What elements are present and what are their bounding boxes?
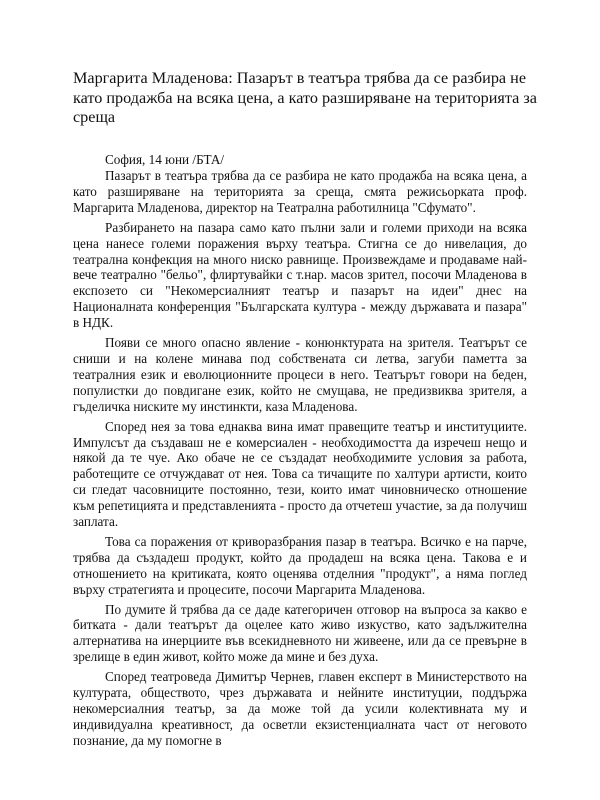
article-title: Маргарита Младенова: Пазарът в театъра трябва да се разбира не като продажба на всяка цена, а като разширяване на територията за среща — [73, 69, 537, 126]
paragraph: Разбирането на пазара само като пълни зали и големи приходи на всяка цена нанесе големи поражения върху театъра. Стигна се до нивелация, до театрална конфекция на много ниско равнище. Произвеждаме и продаваме най-вече театрално "бельо", флиртувайки с т.нар. масов зрител, посочи Младенова в експозето си "Некомерсиалният театър и пазарът на идеи" днес на Националната конференция "Българската култура - между държавата и пазара" в НДК. — [73, 219, 527, 331]
paragraph: Това са поражения от криворазбрания пазар в театъра. Всичко е на парче, трябва да създадеш продукт, който да продадеш на всяка цена. Такова е и отношението на критиката, която оценява отделния "продукт", а няма поглед върху стратегията и процесите, посочи Маргарита Младенова. — [73, 533, 527, 597]
paragraph: Според нея за това еднаква вина имат правещите театър и институциите. Импулсът да създаваш не е комерсиален - необходимостта да изречеш нещо и някой да те чуе. Ако обаче не се създадат необходимите условия за работа, работещите се отчуждават от нея. Това са тичащите по халтури артисти, които си гледат часовниците постоянно, тези, които имат чиновническо отношение към репетицията и представленията - просто да отчетеш участие, за да получиш заплата. — [73, 418, 527, 530]
dateline: София, 14 юни /БТА/ — [105, 152, 225, 167]
paragraph: Появи се много опасно явление - конюнктурата на зрителя. Театърът се сниши и на колене минава под собствената си летва, загуби паметта за театралния език и еволюционните процеси в него. Театърът говори на беден, популистки до повдигане език, който не смущава, не предизвиква зрителя, а гъделичка ниските му инстинкти, каза Младенова. — [73, 335, 527, 414]
paragraph: Според театроведа Димитър Чернев, главен експерт в Министерството на културата, обществото, чрез държавата и нейните институции, поддържа некомерсиалния театър, за да може той да усили колективната му и индивидуална креативност, да осветли екзистенциалната част от неговото познание, да му помогне в — [73, 669, 527, 748]
paragraph: По думите й трябва да се даде категоричен отговор на въпроса за какво е битката - дали театърът да оцелее като живо изкуство, като задължителна алтернатива на инерциите във всекидневното ни живеене, или да се превърне в зрелище в един живот, който може да мине и без духа. — [73, 601, 527, 665]
paragraph: Пазарът в театъра трябва да се разбира не като продажба на всяка цена, а като разширяване на територията за среща, смята режисьорката проф. Маргарита Младенова, директор на Театрална работилница "Сфумато". — [73, 168, 527, 215]
article-body — [73, 168, 527, 753]
